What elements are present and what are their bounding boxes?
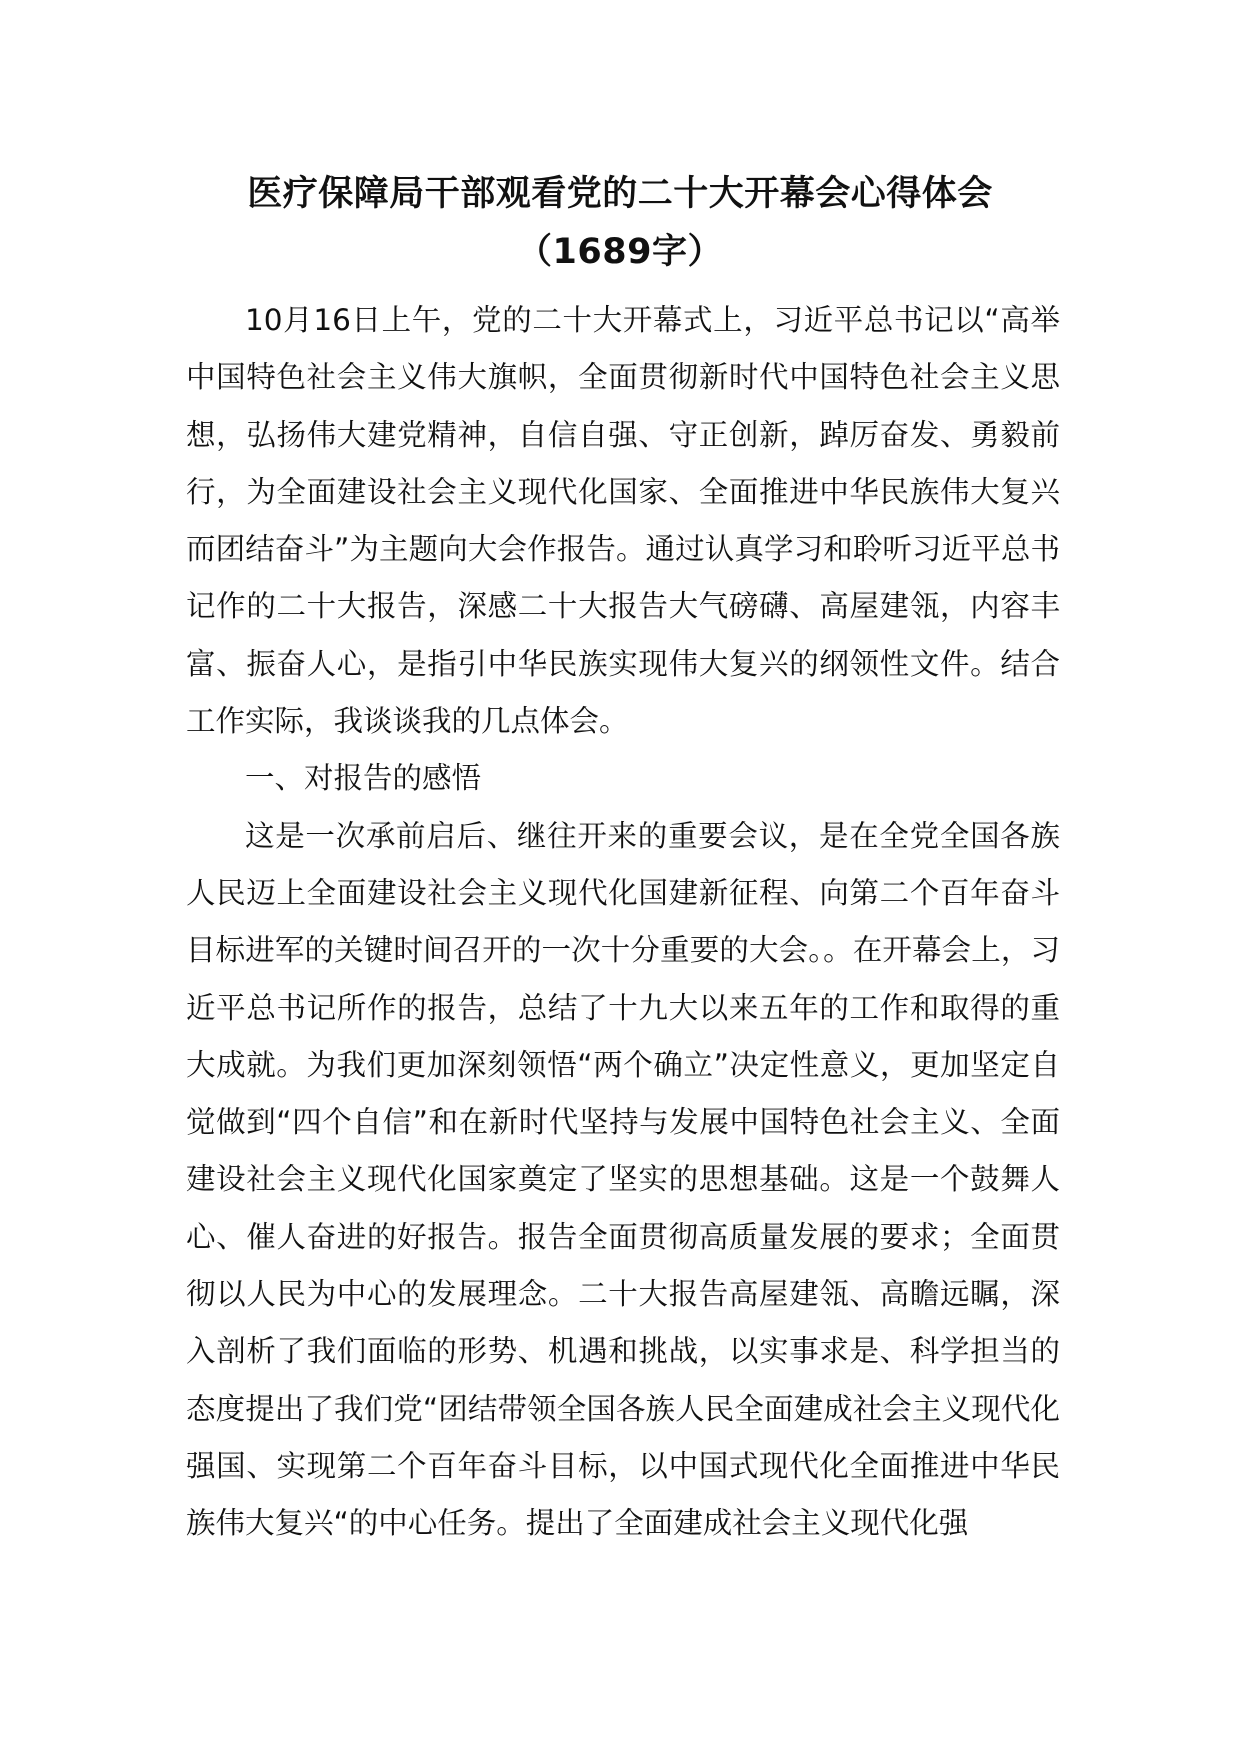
document-title: 医疗保障局干部观看党的二十大开幕会心得体会（1689字） bbox=[247, 174, 993, 272]
paragraph-reflection: 这是一次承前启后、继往开来的重要会议，是在全党全国各族人民迈上全面建设社会主义现代化国建新征程、向第二个百年奋斗目标进军的关键时间召开的一次十分重要的大会。。在开幕会上，习近平总书记所作的报告，总结了十九大以来五年的工作和取得的重大成就。为我们更加深刻领悟“两个确立”决定性意义，更加坚定自觉做到“四个自信”和在新时代坚持与发展中国特色社会主义、全面建设社会主义现代化国家奠定了坚实的思想基础。这是一个鼓舞人心、催人奋进的好报告。报告全面贯彻高质量发展的要求；全面贯彻以人民为中心的发展理念。二十大报告高屋建瓴、高瞻远瞩，深入剖析了我们面临的形势、机遇和挑战，以实事求是、科学担当的态度提出了我们党“团结带领全国各族人民全面建成社会主义现代化强国、实现第二个百年奋斗目标，以中国式现代化全面推进中华民族伟大复兴“的中心任务。提出了全面建成社会主义现代化强 bbox=[186, 818, 1060, 1541]
paragraph-intro: 10月16日上午，党的二十大开幕式上，习近平总书记以“高举中国特色社会主义伟大旗帜，全面贯彻新时代中国特色社会主义思想，弘扬伟大建党精神，自信自强、守正创新，踔厉奋发、勇毅前行，为全面建设社会主义现代化国家、全面推进中华民族伟大复兴而团结奋斗”为主题向大会作报告。通过认真学习和聆听习近平总书记作的二十大报告，深感二十大报告大气磅礴、高屋建瓴，内容丰富、振奋人心，是指引中华民族实现伟大复兴的纲领性文件。结合工作实际，我谈谈我的几点体会。 bbox=[186, 303, 1060, 739]
document-body bbox=[186, 292, 1060, 1553]
section-heading: 一、对报告的感悟 bbox=[245, 761, 482, 796]
